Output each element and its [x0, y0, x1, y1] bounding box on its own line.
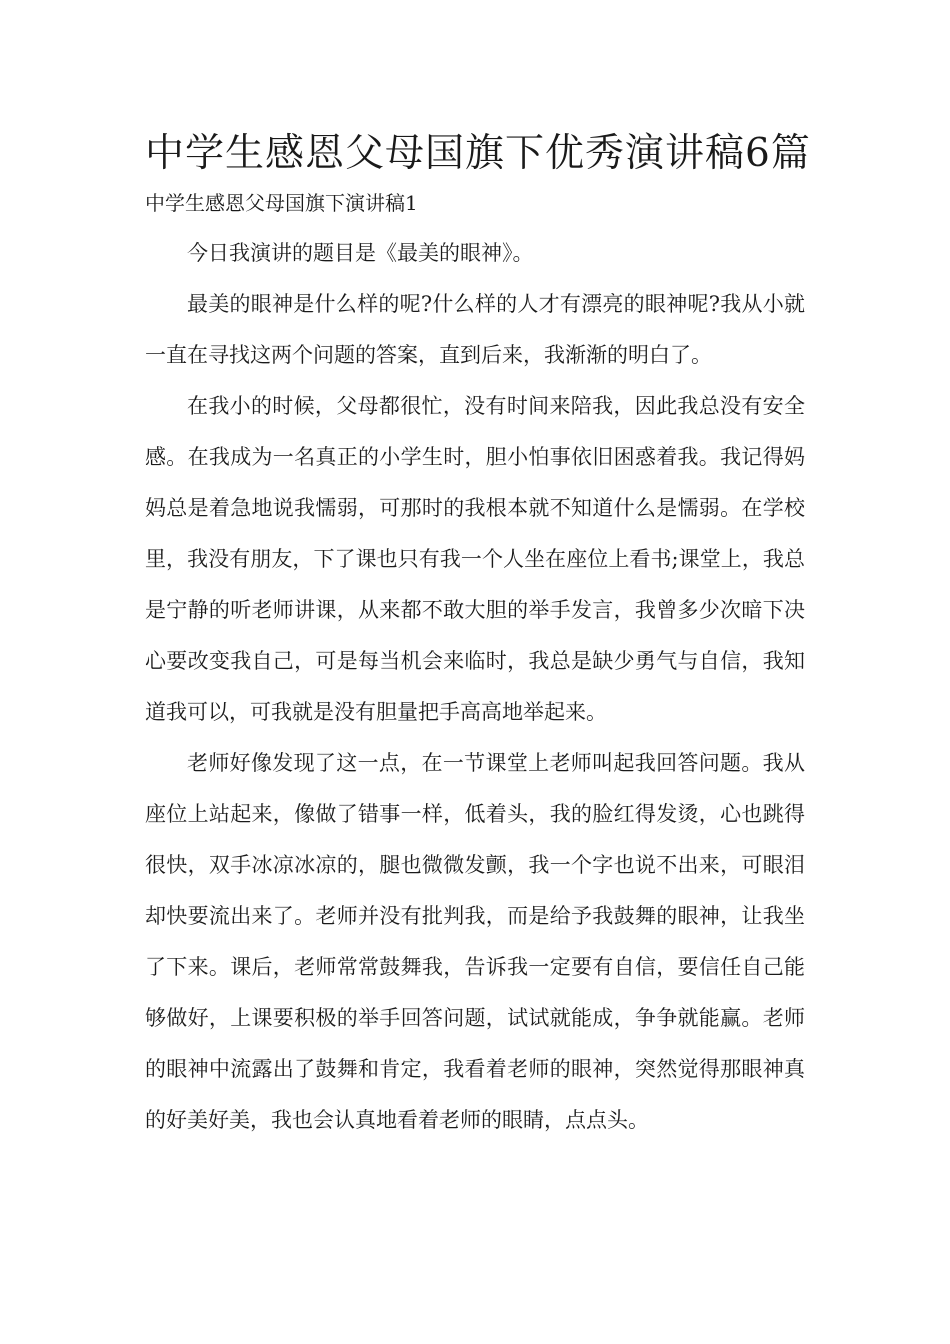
paragraph: 在我小的时候，父母都很忙，没有时间来陪我，因此我总没有安全感。在我成为一名真正的小学生时，胆小怕事依旧困惑着我。我记得妈妈总是着急地说我懦弱，可那时的我根本就不知道什么是懦弱。在学校里，我没有朋友，下了课也只有我一个人坐在座位上看书;课堂上，我总是宁静的听老师讲课，从来都不敢大胆的举手发言，我曾多少次暗下决心要改变我自己，可是每当机会来临时，我总是缺少勇气与自信，我知道我可以，可我就是没有胆量把手高高地举起来。: [145, 394, 805, 724]
document-title: 中学生感恩父母国旗下优秀演讲稿6篇: [145, 131, 811, 176]
section-heading: 中学生感恩父母国旗下演讲稿1: [145, 191, 418, 215]
paragraph: 今日我演讲的题目是《最美的眼神》。: [187, 241, 534, 265]
paragraph: 老师好像发现了这一点，在一节课堂上老师叫起我回答问题。我从座位上站起来，像做了错事一样，低着头，我的脸红得发烫，心也跳得很快，双手冰凉冰凉的，腿也微微发颤，我一个字也说不出来，可眼泪却快要流出来了。老师并没有批判我，而是给予我鼓舞的眼神，让我坐了下来。课后，老师常常鼓舞我，告诉我一定要有自信，要信任自己能够做好，上课要积极的举手回答问题，试试就能成，争争就能赢。老师的眼神中流露出了鼓舞和肯定，我看着老师的眼神，突然觉得那眼神真的好美好美，我也会认真地看着老师的眼睛，点点头。: [145, 751, 805, 1132]
document-body: [145, 228, 805, 1146]
paragraph: 最美的眼神是什么样的呢?什么样的人才有漂亮的眼神呢?我从小就一直在寻找这两个问题的答案，直到后来，我渐渐的明白了。: [145, 292, 805, 367]
